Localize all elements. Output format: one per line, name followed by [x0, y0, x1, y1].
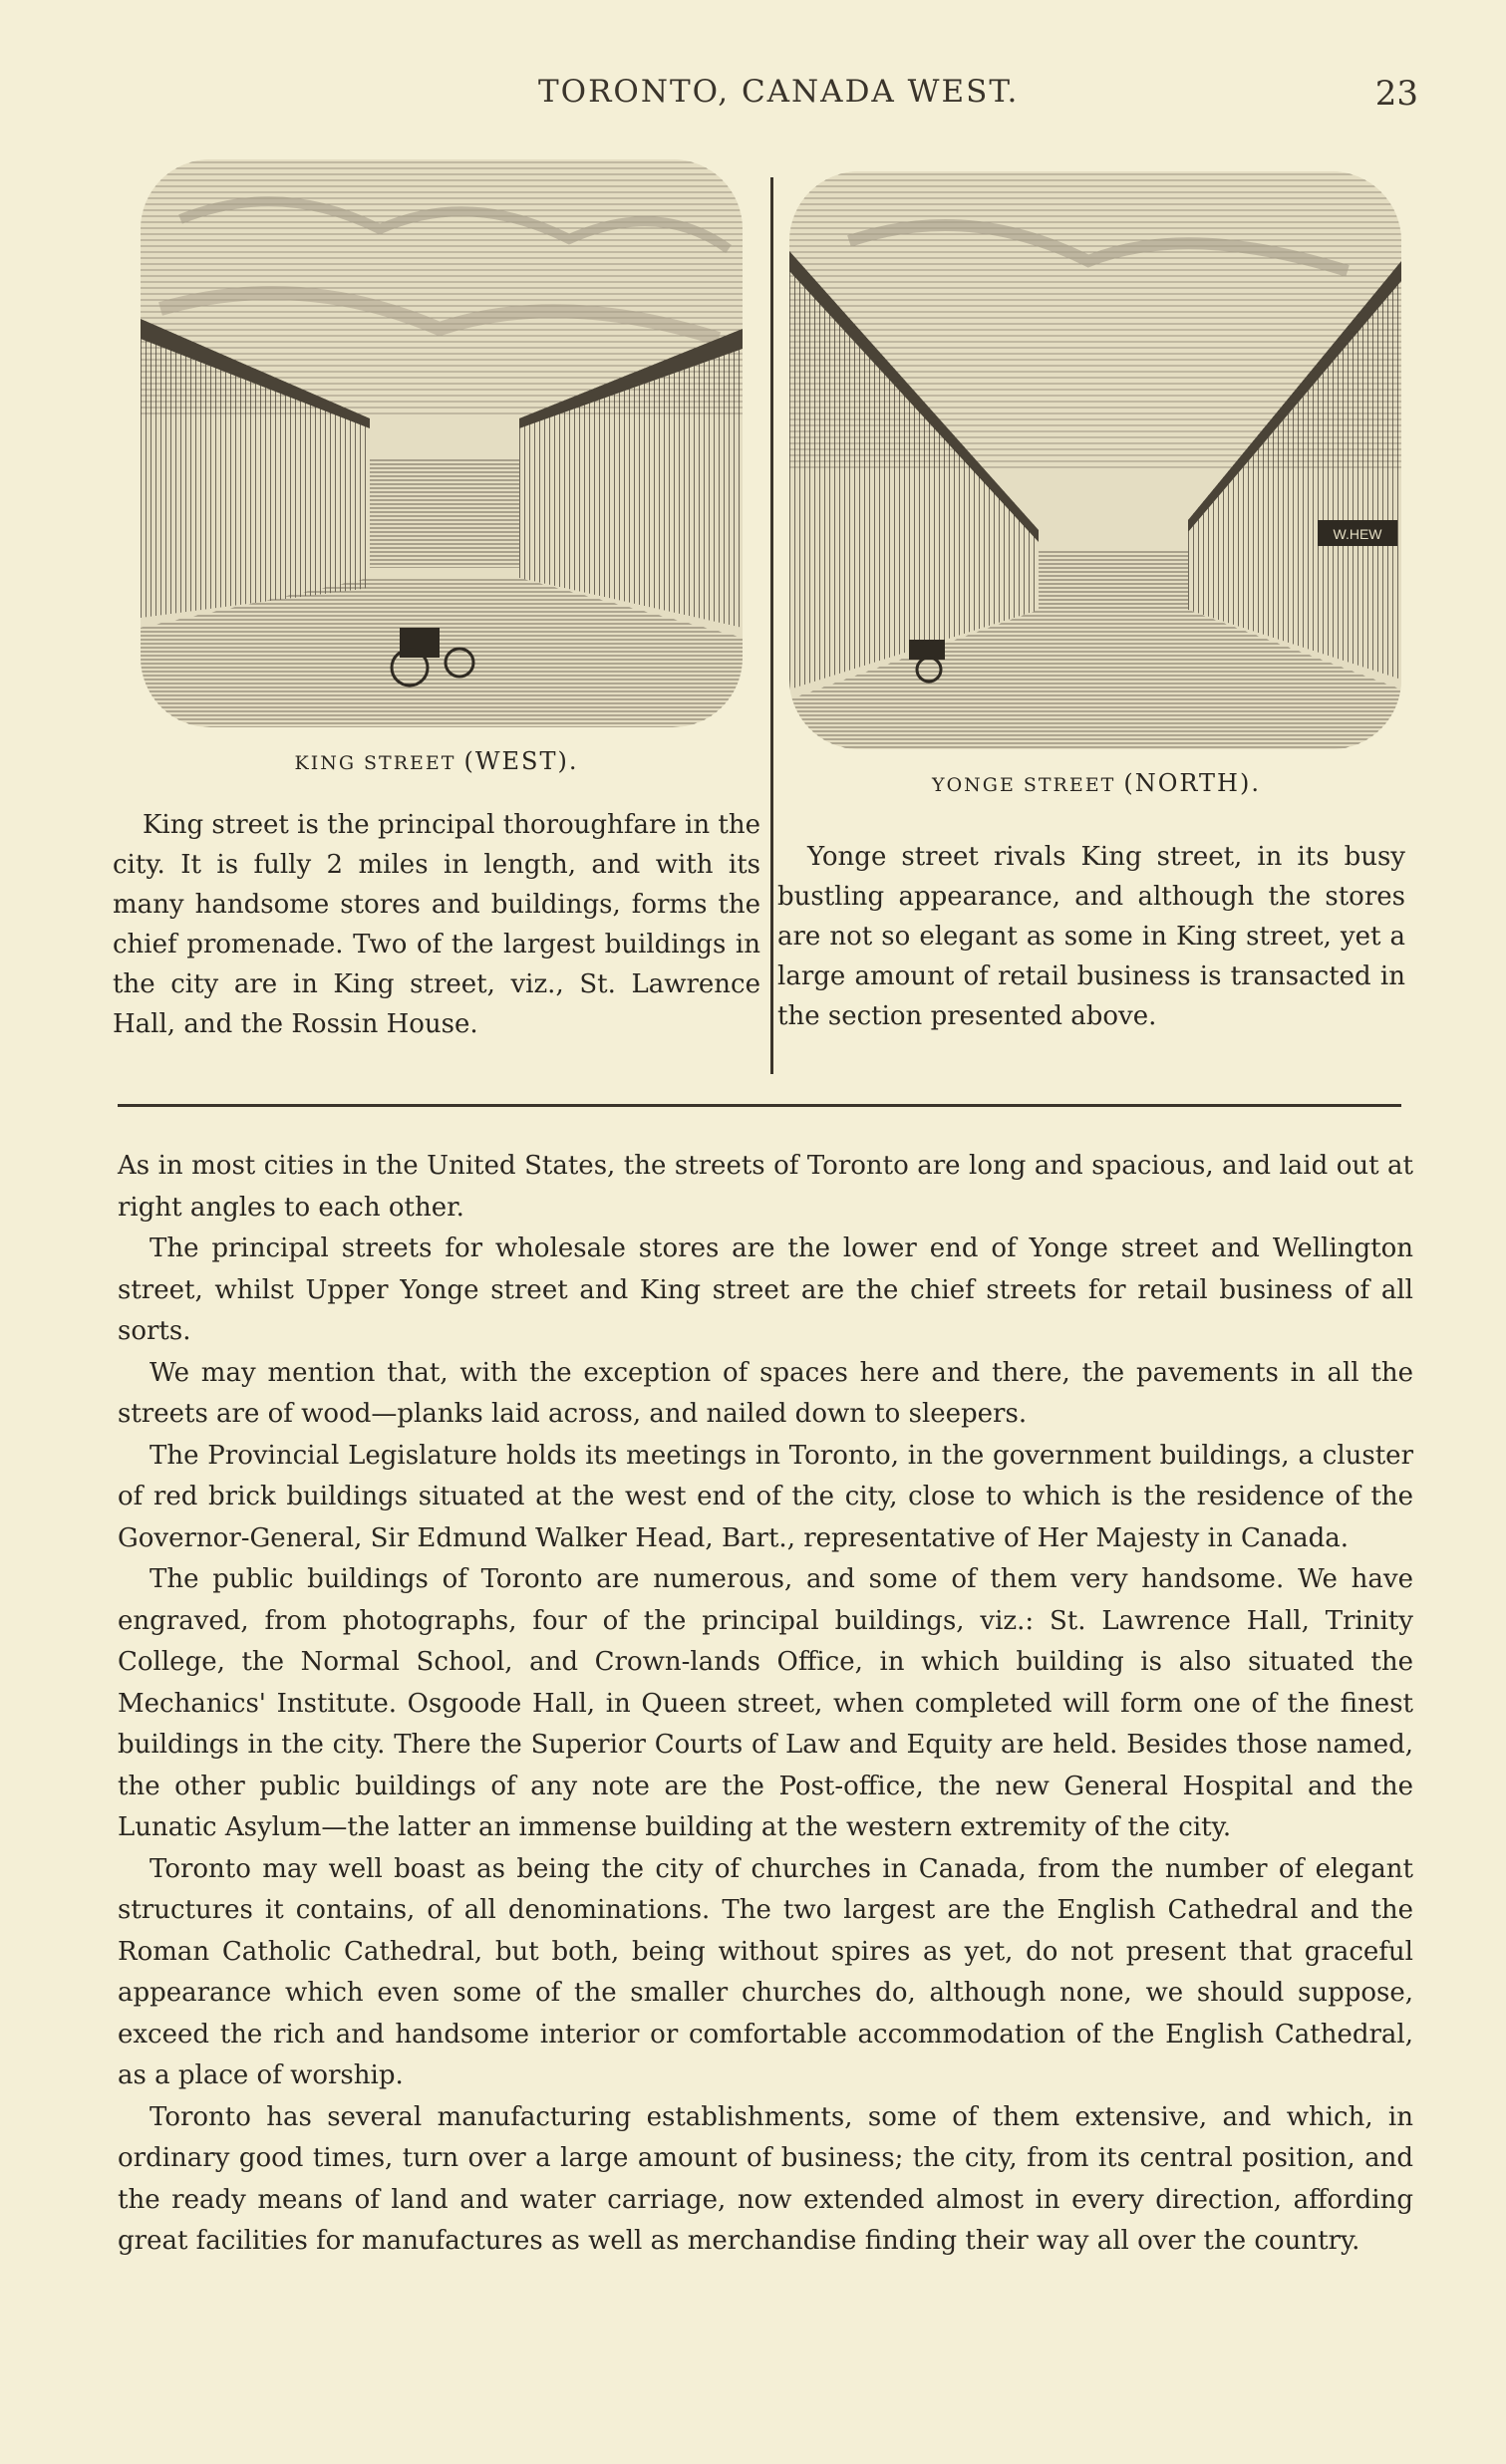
caption-paren: (WEST).	[463, 747, 579, 775]
body-paragraph: Toronto may well boast as being the city of churches in Canada, from the number of elegant structures it contains, of all denominations. The two largest are the English Cathedral and the Roman Catholic Cathedral, but both, being without spires as yet, do not present that graceful appearance which even some of the smaller churches do, although none, we should suppose, exceed the rich and handsome interior or comfortable accommodation of the English Cathedral, as a place of worship.	[118, 1853, 1413, 2090]
yonge-street-engraving	[789, 171, 1401, 749]
king-street-engraving	[141, 159, 743, 727]
body-paragraph: The public buildings of Toronto are numerous, and some of them very handsome. We have engraved, from photographs, four of the principal buildings, viz.: St. Lawrence Hall, Trinity College, the Normal School, and Crown-lands Office, in which building is also situated the Mechanics' Institute. Osgoode Hall, in Queen street, when completed will form one of the finest buildings in the city. There the Superior Courts of Law and Equity are held. Besides those named, the other public buildings of any note are the Post-office, the new General Hospital and the Lunatic Asylum—the latter an immense building at the western extremity of the city.	[118, 1564, 1413, 1842]
body-paragraph: Toronto has several manufacturing establishments, some of them extensive, and which, in ordinary good times, turn over a large amount of business; the city, from its central position, and the ready means of land and water carriage, now extended almost in every direction, affording great facilities for manufactures as well as merchandise finding their way all over the country.	[118, 2101, 1413, 2256]
column-divider	[770, 177, 773, 1074]
section-rule	[118, 1104, 1401, 1107]
body-paragraph: The Provincial Legislature holds its meetings in Toronto, in the government buildings, a cluster of red brick buildings situated at the west end of the city, close to which is the residence of the Governor-General, Sir Edmund Walker Head, Bart., representative of Her Majesty in Canada.	[118, 1440, 1413, 1553]
running-header	[120, 74, 1418, 114]
yonge-street-description: Yonge street rivals King street, in its busy bustling appearance, and although the stores are not so elegant as some in King street, yet a large amount of retail business is transacted in the section presented above.	[777, 842, 1405, 1031]
yonge-street-caption	[777, 769, 1415, 797]
king-street-description: King street is the principal thoroughfare in the city. It is fully 2 miles in length, and with its many handsome stores and buildings, forms the chief promenade. Two of the largest buildings in the city are in King street, viz., St. Lawrence Hall, and the Rossin House.	[113, 810, 760, 1039]
body-paragraph: The principal streets for wholesale stores are the lower end of Yonge street and Wellington street, whilst Upper Yonge street and King street are the chief streets for retail business of all sorts.	[118, 1233, 1413, 1346]
page-number: 23	[1374, 74, 1418, 114]
body-text	[118, 1146, 1413, 2263]
body-paragraph: We may mention that, with the exception of spaces here and there, the pavements in all the streets are of wood—planks laid across, and nailed down to sleepers.	[118, 1357, 1413, 1429]
king-street-caption	[113, 747, 760, 775]
caption-paren: (NORTH).	[1123, 769, 1261, 797]
caption-main: KING STREET	[294, 752, 456, 774]
shop-sign-text: W.HEW	[1333, 526, 1382, 542]
left-column	[113, 159, 760, 1044]
right-column	[777, 159, 1415, 1036]
running-title: TORONTO, CANADA WEST.	[538, 74, 1020, 110]
yonge-street-illustration	[789, 171, 1401, 749]
king-street-illustration	[141, 159, 743, 727]
caption-main: YONGE STREET	[932, 774, 1116, 796]
body-paragraph: As in most cities in the United States, the streets of Toronto are long and spacious, and laid out at right angles to each other.	[118, 1151, 1413, 1223]
